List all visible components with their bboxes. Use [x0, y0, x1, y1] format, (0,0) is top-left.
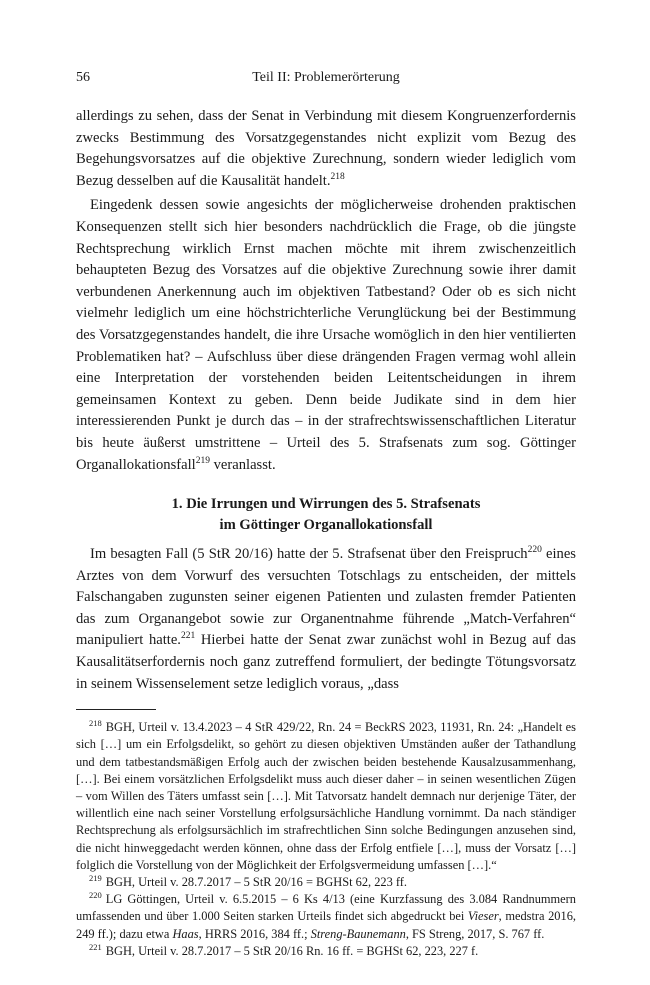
section-heading	[76, 494, 576, 536]
document-page	[76, 70, 576, 960]
author-name: Vieser	[467, 909, 499, 924]
paragraph-questions: Eingedenk dessen sowie angesichts der möglicherweise drohenden praktischen Konsequenzen stellt sich hier besonders nachdrücklich die Frage, ob die jüngste Rechtsprechung wirklich Ernst machen möchte mit ihrem zwischenzeitlich behaupteten Bezug des Vorsatzes auf die objektive Zurechnung sowie ihrer damit verbundenen Anerkennung auch im objektiven Tatbestand? Oder ob es sich nicht vielmehr lediglich um eine höchstrichterliche Verunglückung bei der Bestimmung des Vorsatzgegenstandes handelt, die ihre Ursache womöglich in den hier ventilierten Problematiken hat? – Aufschluss über diese drängenden Fragen vermag wohl allein eine Interpretation der vorstehenden beiden Leitentscheidungen in ihrem gemeinsamen Kontext zu geben. Denn beide Judikate sind in dem hier interessierenden Punkt je durch das – in der strafrechtswissenschaftlichen Literatur bis heute äußerst umstrittene – Urteil des 5. Strafsenats zum sog. Göttinger Organallokationsfall$^{219}$ veranlasst.	[76, 197, 576, 473]
paragraph-case: Im besagten Fall (5 StR 20/16) hatte der 5. Strafsenat über den Freispruch$^{220}$ eines Arztes von dem Vorwurf des versuchten Totschlags zu entscheiden, der mittels Falschangaben zugunsten seiner eigenen Patienten und zulasten fremder Patienten das zum Organangebot sowie zur Organentnahme führende „Match-Verfahren“ manipuliert hatte.$^{221}$ Hierbei hatte der Senat zwar zunächst wohl in Bezug auf das Kausalitätserfordernis noch ganz zutreffend formuliert, der bedingte Tötungsvorsatz in seinem Wissenselement setze lediglich voraus, „dass	[76, 545, 576, 692]
author-name: Haas	[172, 926, 199, 941]
footnote-220: $^{220}$ LG Göttingen, Urteil v. 6.5.2015 – 6 Ks 4/13 (eine Kurzfassung des 3.084 Randnummern umfassenden und über 1.000 Seiten starken Urteils findet sich abgedruckt bei Vieser, medstra 2016, 249 ff.); dazu etwa Haas, HRRS 2016, 384 ff.; Streng-Baunemann, FS Streng, 2017, S. 767 ff.	[76, 890, 576, 941]
page-header	[76, 70, 576, 92]
section-heading-line2: im Göttinger Organallokationsfall	[219, 517, 433, 534]
footnote-218: $^{218}$ BGH, Urteil v. 13.4.2023 – 4 StR 429/22, Rn. 24 = BeckRS 2023, 11931, Rn. 24: „Handelt es sich […] um ein Erfolgsdelikt, so gehört zu diesen objektiven Umständen außer der Tathandlung und dem tatbestandsmäßigen Erfolg auch der zwischen beiden bestehende Kausalzusammenhang, […]. Bei einem vorsätzlichen Erfolgsdelikt muss auch dieser daher – in seinen wesentlichen Zügen – vom Willen des Täters umfasst sein […]. Mit Tatvorsatz handelt demnach nur derjenige Täter, der willentlich eine nach seiner Vorstellung erfolgsursächliche Handlung vornimmt. Da nach ständiger Rechtsprechung als erfolgsursächlich im strafrechtlichen Sinn solche Bedingungen anzusehen sind, die nicht hinweggedacht werden können, ohne dass der Erfolg entfiele […], muss der Vorsatz […] folglich die Vorstellung von der Möglichkeit der Erfolgsvermeidung umfassen […].“	[76, 718, 576, 872]
page-number: 56	[76, 70, 90, 85]
running-title: Teil II: Problemerörterung	[252, 70, 400, 85]
footnote-divider	[76, 709, 156, 710]
footnote-ref-220[interactable]: 220	[527, 545, 542, 556]
section-heading-line1: 1. Die Irrungen und Wirrungen des 5. Strafsenats	[171, 496, 481, 513]
author-name: Streng-Baunemann	[310, 926, 406, 941]
body-text	[76, 106, 576, 695]
footnote-ref-219[interactable]: 219	[195, 455, 210, 466]
footnotes	[76, 719, 576, 960]
footnote-ref-218[interactable]: 218	[330, 171, 345, 182]
paragraph-continued: allerdings zu sehen, dass der Senat in Verbindung mit diesem Kongruenzerfordernis zwecks Bestimmung des Vorsatzgegenstandes nicht explizit vom Bezug des Begehungsvorsatzes auf die objektive Zurechnung, sondern wieder lediglich vom Bezug desselben auf die Kausalität handelt.$^{218}$	[76, 108, 576, 189]
footnote-219: $^{219}$ BGH, Urteil v. 28.7.2017 – 5 StR 20/16 = BGHSt 62, 223 ff.	[89, 873, 408, 890]
footnote-221: $^{221}$ BGH, Urteil v. 28.7.2017 – 5 StR 20/16 Rn. 16 ff. = BGHSt 62, 223, 227 f.	[89, 941, 479, 958]
footnote-ref-221[interactable]: 221	[180, 631, 196, 642]
